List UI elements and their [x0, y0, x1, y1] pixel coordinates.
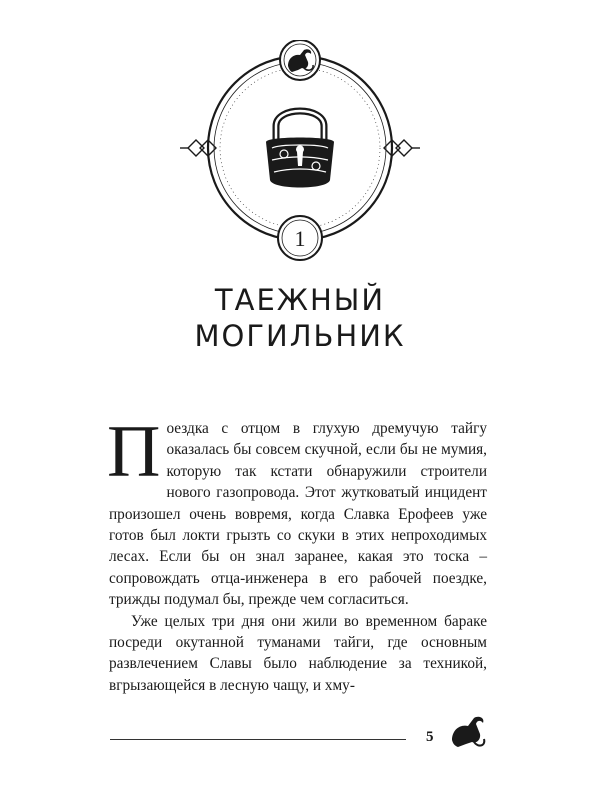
- chapter-number: 1: [294, 226, 306, 251]
- left-diamond-ornament-icon: [180, 140, 216, 156]
- chapter-title-line-1: ТАЕЖНЫЙ: [214, 283, 386, 317]
- capricorn-goat-icon: [448, 714, 488, 750]
- chapter-emblem: [180, 40, 420, 270]
- paragraph-1: оездка с отцом в глухую дремучую тайгу оказалась бы совсем скучной, если бы не мумия, которую так кстати обнаружили строители нового газопровода. Этот жутковатый инцидент произошел очень вовремя, когда Славка Ерофеев уже готов был локти грызть со скуки в этих непроходимых лесах. Если бы он знал заранее, какая это тоска – сопровождать отца-инженера в его рабочей поездке, трижды подумал бы, прежде чем согласиться.: [109, 420, 487, 609]
- chapter-title: [0, 282, 600, 354]
- chapter-number-badge: [278, 216, 322, 260]
- right-diamond-ornament-icon: [384, 140, 420, 156]
- paragraph-2: Уже целых три дня они жили во временном бараке посреди окутанной туманами тайги, где основным развлечением Славы было наблюдение за техникой, вгрызающейся в лесную чащу, и хму-: [109, 612, 487, 694]
- drop-cap: П: [107, 411, 161, 493]
- capricorn-goat-icon: [280, 40, 320, 80]
- chapter-title-line-2: МОГИЛЬНИК: [194, 319, 406, 353]
- footer-divider: [110, 739, 406, 740]
- page-number: 5: [426, 729, 434, 745]
- padlock-icon: [266, 111, 334, 188]
- body-text: [107, 411, 487, 696]
